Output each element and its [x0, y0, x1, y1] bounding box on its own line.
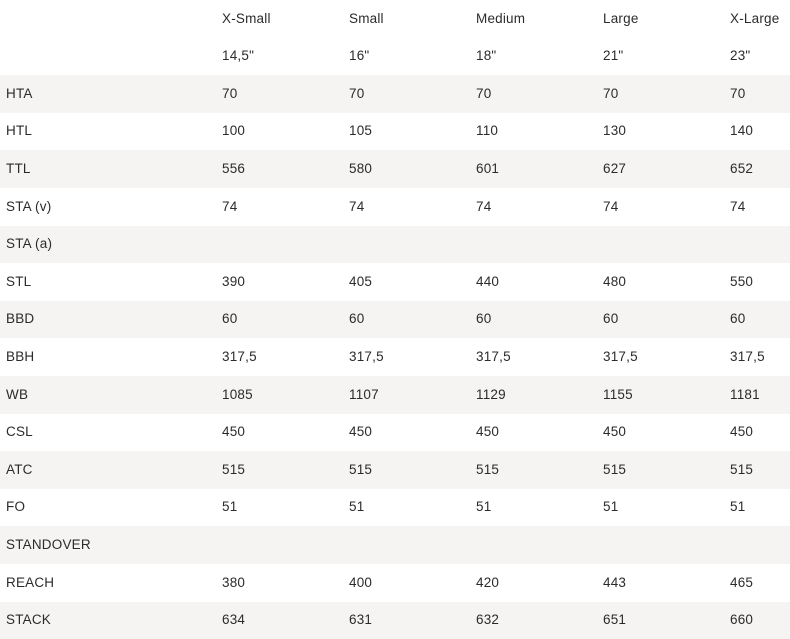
row-value-large: 74 [601, 188, 728, 226]
row-value-x-small: 74 [220, 188, 347, 226]
row-value-medium: 601 [474, 150, 601, 188]
row-label: STA (v) [0, 188, 220, 226]
table-row [0, 602, 790, 639]
row-value-medium: 51 [474, 489, 601, 527]
row-value-small [347, 526, 474, 564]
row-value-medium: 515 [474, 451, 601, 489]
row-value-medium: 74 [474, 188, 601, 226]
row-value-x-large: 74 [728, 188, 790, 226]
row-value-x-large: 317,5 [728, 338, 790, 376]
row-value-medium: 632 [474, 602, 601, 639]
row-label: STL [0, 263, 220, 301]
row-value-medium: 110 [474, 113, 601, 151]
row-value-x-small: 14,5" [220, 38, 347, 76]
row-value-small: 317,5 [347, 338, 474, 376]
row-value-x-small: 100 [220, 113, 347, 151]
table-row [0, 150, 790, 188]
row-label: REACH [0, 564, 220, 602]
row-value-large: 627 [601, 150, 728, 188]
row-value-small [347, 226, 474, 264]
row-value-x-large: 660 [728, 602, 790, 639]
row-value-small: 631 [347, 602, 474, 639]
row-value-medium: 450 [474, 414, 601, 452]
row-value-large: 317,5 [601, 338, 728, 376]
row-value-x-large: 450 [728, 414, 790, 452]
row-value-large: 480 [601, 263, 728, 301]
row-value-medium: 18" [474, 38, 601, 76]
row-label: HTL [0, 113, 220, 151]
row-value-small: 1107 [347, 376, 474, 414]
row-value-small: 405 [347, 263, 474, 301]
row-value-x-large: 23" [728, 38, 790, 76]
table-row [0, 564, 790, 602]
row-value-small: 70 [347, 75, 474, 113]
row-value-large: 60 [601, 301, 728, 339]
row-value-x-large: 465 [728, 564, 790, 602]
table-row [0, 489, 790, 527]
row-value-x-small: 1085 [220, 376, 347, 414]
column-header-measure [0, 0, 220, 38]
row-value-x-large [728, 526, 790, 564]
row-value-x-large: 652 [728, 150, 790, 188]
table-row [0, 38, 790, 76]
row-value-medium: 70 [474, 75, 601, 113]
row-value-x-large [728, 226, 790, 264]
table-body [0, 38, 790, 639]
row-value-medium: 420 [474, 564, 601, 602]
row-value-small: 16" [347, 38, 474, 76]
row-label: TTL [0, 150, 220, 188]
row-label: STA (a) [0, 226, 220, 264]
table-header [0, 0, 790, 38]
table-row [0, 451, 790, 489]
table-row [0, 226, 790, 264]
row-value-x-small: 60 [220, 301, 347, 339]
row-value-small: 400 [347, 564, 474, 602]
table-row [0, 75, 790, 113]
row-value-small: 515 [347, 451, 474, 489]
row-value-small: 51 [347, 489, 474, 527]
row-value-large: 51 [601, 489, 728, 527]
row-label: CSL [0, 414, 220, 452]
row-value-medium: 317,5 [474, 338, 601, 376]
table-header-row [0, 0, 790, 38]
row-value-x-small: 70 [220, 75, 347, 113]
row-value-large: 21" [601, 38, 728, 76]
row-value-small: 580 [347, 150, 474, 188]
row-value-x-large: 1181 [728, 376, 790, 414]
column-header-large: Large [601, 0, 728, 38]
row-value-x-large: 70 [728, 75, 790, 113]
row-value-large: 443 [601, 564, 728, 602]
row-value-x-small: 317,5 [220, 338, 347, 376]
row-value-x-small [220, 226, 347, 264]
row-value-small: 450 [347, 414, 474, 452]
row-value-x-small: 515 [220, 451, 347, 489]
row-value-x-small: 450 [220, 414, 347, 452]
row-value-x-large: 515 [728, 451, 790, 489]
row-label: BBH [0, 338, 220, 376]
column-header-x-large: X-Large [728, 0, 790, 38]
table-row [0, 263, 790, 301]
row-label [0, 38, 220, 76]
row-value-small: 60 [347, 301, 474, 339]
row-value-x-small: 390 [220, 263, 347, 301]
table-row [0, 188, 790, 226]
row-label: BBD [0, 301, 220, 339]
row-value-large: 130 [601, 113, 728, 151]
row-value-x-small: 51 [220, 489, 347, 527]
row-value-x-small [220, 526, 347, 564]
row-label: STANDOVER [0, 526, 220, 564]
column-header-x-small: X-Small [220, 0, 347, 38]
table-row [0, 301, 790, 339]
row-value-small: 105 [347, 113, 474, 151]
table-row [0, 376, 790, 414]
row-value-x-small: 634 [220, 602, 347, 639]
row-label: STACK [0, 602, 220, 639]
row-label: FO [0, 489, 220, 527]
row-value-medium: 440 [474, 263, 601, 301]
row-value-medium: 1129 [474, 376, 601, 414]
row-value-medium [474, 226, 601, 264]
row-value-x-small: 556 [220, 150, 347, 188]
row-value-large [601, 226, 728, 264]
row-value-x-large: 51 [728, 489, 790, 527]
row-value-large: 651 [601, 602, 728, 639]
table-row [0, 338, 790, 376]
row-value-x-small: 380 [220, 564, 347, 602]
table-row [0, 113, 790, 151]
column-header-medium: Medium [474, 0, 601, 38]
row-value-large [601, 526, 728, 564]
row-value-medium [474, 526, 601, 564]
row-value-large: 70 [601, 75, 728, 113]
row-label: HTA [0, 75, 220, 113]
row-value-large: 515 [601, 451, 728, 489]
row-value-small: 74 [347, 188, 474, 226]
column-header-small: Small [347, 0, 474, 38]
row-value-x-large: 60 [728, 301, 790, 339]
row-value-large: 450 [601, 414, 728, 452]
row-value-medium: 60 [474, 301, 601, 339]
table-row [0, 526, 790, 564]
row-label: WB [0, 376, 220, 414]
row-value-large: 1155 [601, 376, 728, 414]
row-label: ATC [0, 451, 220, 489]
row-value-x-large: 550 [728, 263, 790, 301]
row-value-x-large: 140 [728, 113, 790, 151]
table-row [0, 414, 790, 452]
